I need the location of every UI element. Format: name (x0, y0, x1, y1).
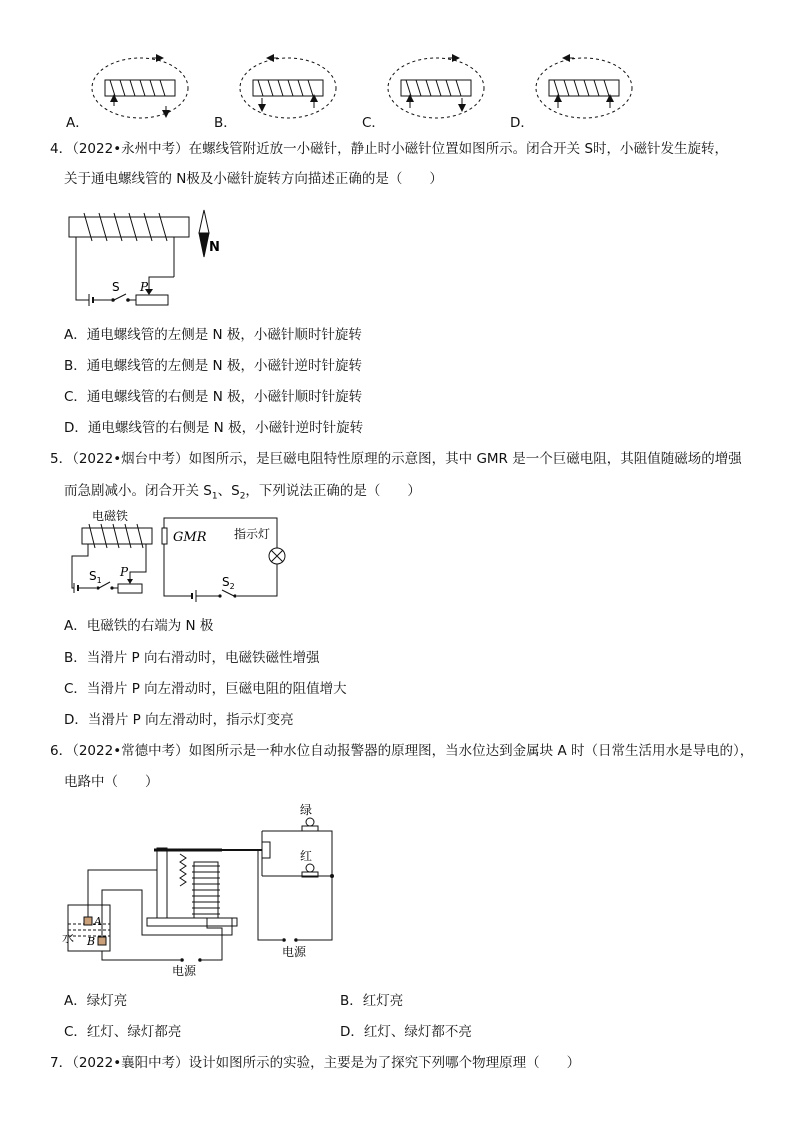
q5-option-d[interactable]: D．当滑片 P 向左滑动时，指示灯变亮 (64, 712, 294, 728)
q3-figure-a (92, 58, 188, 118)
q4-slider-p-label: P (140, 280, 149, 294)
q6-block-b-label: B (87, 935, 96, 948)
q4-option-b[interactable]: B．通电螺线管的左侧是 N 极，小磁针逆时针旋转 (64, 358, 362, 374)
q4-circuit-diagram (64, 205, 244, 310)
q5-electromagnet-label: 电磁铁 (92, 509, 129, 523)
q5-slider-p-label: P (120, 565, 129, 579)
q6-power1-label: 电源 (172, 964, 197, 978)
q3-option-b[interactable]: B． (214, 115, 237, 131)
q4-option-d[interactable]: D．通电螺线管的右侧是 N 极，小磁针逆时针旋转 (64, 420, 364, 436)
q3-figures (60, 48, 740, 133)
q5-option-b[interactable]: B．当滑片 P 向右滑动时，电磁铁磁性增强 (64, 650, 320, 666)
q6-block-a-label: A (94, 915, 102, 928)
q6-option-c[interactable]: C．红灯、绿灯都亮 (64, 1024, 182, 1040)
q6-stem-line2: 电路中（ ） (64, 774, 159, 790)
q5-stem-line2 (64, 482, 421, 506)
q6-red-label: 红 (300, 849, 313, 863)
q3-option-c[interactable]: C． (362, 115, 385, 131)
q5-stem-line1: 5．（2022•烟台中考）如图所示，是巨磁电阻特性原理的示意图，其中 GMR 是一个巨磁电阻，其阻值随磁场的增强 (50, 451, 742, 467)
q5-lamp-label: 指示灯 (234, 527, 271, 541)
q5-s2-label: $S_2$ (222, 575, 235, 591)
q4-figure (64, 205, 244, 310)
q7-stem-line1: 7．（2022•襄阳中考）设计如图所示的实验，主要是为了探究下列哪个物理原理（ ） (50, 1055, 581, 1071)
q5-s2-subscript: 2 (239, 491, 246, 502)
q3-figure-b (240, 58, 336, 118)
q6-option-a[interactable]: A．绿灯亮 (64, 993, 128, 1009)
q5-stem-line2-post: ，下列说法正确的是（ ） (245, 483, 421, 499)
q3-solenoid-figures (60, 48, 740, 133)
q5-s1-subscript: 1 (211, 491, 218, 502)
q3-figure-c (388, 58, 484, 118)
q3-figure-d (536, 58, 632, 118)
q5-option-c[interactable]: C．当滑片 P 向左滑动时，巨磁电阻的阻值增大 (64, 681, 347, 697)
q6-option-d[interactable]: D．红灯、绿灯都不亮 (340, 1024, 472, 1040)
q4-option-a[interactable]: A．通电螺线管的左侧是 N 极，小磁针顺时针旋转 (64, 327, 362, 343)
q4-option-c[interactable]: C．通电螺线管的右侧是 N 极，小磁针顺时针旋转 (64, 389, 363, 405)
q5-stem-line2-pre: 而急剧减小。闭合开关 S (64, 483, 212, 499)
q3-option-d[interactable]: D． (510, 115, 534, 131)
q5-stem-line2-mid: 、S (217, 483, 240, 499)
q6-water-alarm-diagram (62, 800, 352, 980)
q6-figure (62, 800, 352, 980)
q4-stem-line2: 关于通电螺线管的 N极及小磁针旋转方向描述正确的是（ ） (64, 171, 443, 187)
q4-switch-s-label: S (112, 280, 120, 294)
q6-stem-line1: 6．（2022•常德中考）如图所示是一种水位自动报警器的原理图，当水位达到金属块 A 时（日常生活用水是导电的）， (50, 743, 754, 759)
q6-water-label: 水 (62, 931, 75, 945)
q6-green-label: 绿 (300, 803, 313, 817)
q6-power2-label: 电源 (282, 945, 307, 959)
q5-gmr-circuit-diagram (62, 508, 292, 608)
q5-option-a[interactable]: A．电磁铁的右端为 N 极 (64, 618, 214, 634)
q6-option-b[interactable]: B．红灯亮 (340, 993, 404, 1009)
q4-stem-line1: 4．（2022•永州中考）在螺线管附近放一小磁针，静止时小磁针位置如图所示。闭合开关 S时，小磁针发生旋转， (50, 141, 729, 157)
q3-option-a[interactable]: A． (66, 115, 89, 131)
q5-s1-label: $S_1$ (89, 569, 102, 585)
q5-gmr-label: GMR (173, 530, 207, 545)
q4-needle-n-label: N (209, 240, 220, 255)
q5-figure (62, 508, 292, 608)
